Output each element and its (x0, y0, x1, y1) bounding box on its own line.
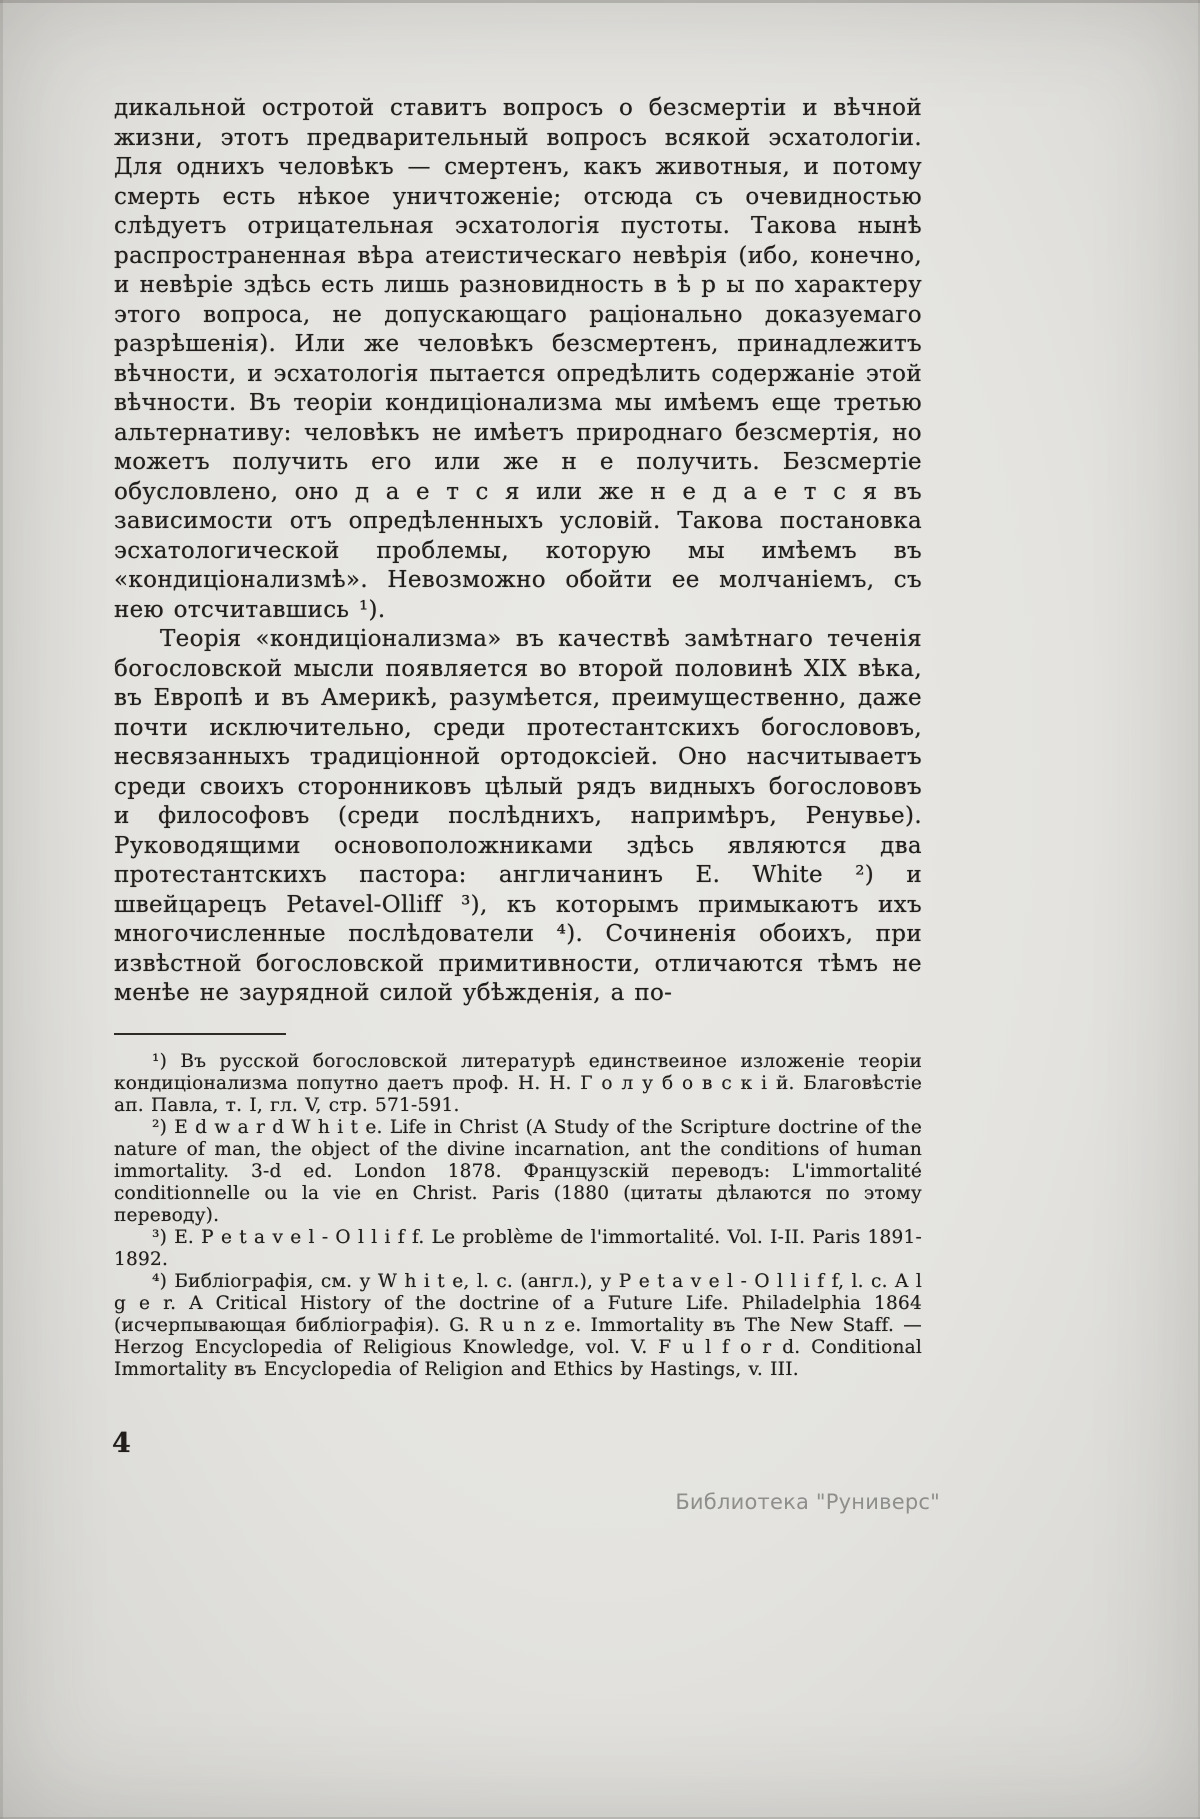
footnotes-section (114, 1051, 922, 1381)
text-block (114, 94, 922, 1381)
footnote-1: ¹) Въ русской богословской литературѣ единствеиное изложеніе теоріи кондиціонализма попутно даетъ проф. Н. Н. Г о л у б о в с к і й. Благовѣстіе ап. Павла, т. I, гл. V, стр. 571-591. (114, 1050, 922, 1116)
footnote-2: ²) E d w a r d W h i t e. Life in Christ (A Study of the Scripture doctrine of the nature of man, the object of the divine incarnation, ant the conditions of human immortality. 3-d ed. London 1878. Французскій переводъ: L'immortalité conditionnelle ou la vie en Christ. Paris (1880 (цитаты дѣлаются по этому переводу). (114, 1116, 922, 1226)
footnote-4: ⁴) Библіографія, см. у W h i t e, l. c. (англ.), у P e t a v e l - O l l i f f, l. c. A l g e r. A Critical History of the doctrine of a Future Life. Philadelphia 1864 (исчерпывающая библіографія). G. R u n z e. Immortality въ The New Staff. — Herzog Encyclopedia of Religious Knowledge, vol. V. F u l f o r d. Conditional Immortality въ Encyclopedia of Religion and Ethics by Hastings, v. III. (114, 1270, 922, 1380)
body-paragraph-2: Теорія «кондиціонализма» въ качествѣ замѣтнаго теченія богословской мысли появляется во второй половинѣ XIX вѣка, въ Европѣ и въ Америкѣ, разумѣется, преимущественно, даже почти исключительно, среди протестантскихъ богослововъ, несвязанныхъ традиціонной ортодоксіей. Оно насчитываетъ среди своихъ сторонниковъ цѣлый рядъ видныхъ богослововъ и философовъ (среди послѣднихъ, напримѣръ, Ренувье). Руководящими основоположниками здѣсь являются два протестантскихъ пастора: англичанинъ E. White ²) и швейцарецъ Petavel-Olliff ³), къ которымъ примыкаютъ ихъ многочисленные послѣдователи ⁴). Сочиненія обоихъ, при извѣстной богословской примитивности, отличаются тѣмъ не менѣе не заурядной силой убѣжденія, а по- (114, 626, 922, 1006)
body-paragraph-continuation: дикальной остротой ставитъ вопросъ о безсмертіи и вѣчной жизни, этотъ предварительный вопросъ всякой эсхатологіи. Для однихъ человѣкъ — смертенъ, какъ животныя, и потому смерть есть нѣкое уничтоженіе; отсюда съ очевидностью слѣдуетъ отрицательная эсхатологія пустоты. Такова нынѣ распространенная вѣра атеистическаго невѣрія (ибо, конечно, и невѣріе здѣсь есть лишь разновидность в ѣ р ы по характеру этого вопроса, не допускающаго раціонально доказуемаго разрѣшенія). Или же человѣкъ безсмертенъ, принадлежитъ вѣчности, и эсхатологія пытается опредѣлить содержаніе этой вѣчности. Въ теоріи кондиціонализма мы имѣемъ еще третью альтернативу: человѣкъ не имѣетъ природнаго безсмертія, но можетъ получить его или же н е получить. Безсмертіе обусловлено, оно д а е т с я или же н е д а е т с я въ зависимости отъ опредѣленныхъ условій. Такова постановка эсхатологической проблемы, которую мы имѣемъ въ «кондиціонализмѣ». Невозможно обойти ее молчаніемъ, съ нею отсчитавшись ¹). (114, 95, 922, 623)
footnote-3: ³) E. P e t a v e l - O l l i f f. Le problème de l'immortalité. Vol. I-II. Paris 1891-1892. (114, 1226, 922, 1270)
library-watermark: Библиотека "Руниверс" (675, 1490, 940, 1514)
page-number: 4 (112, 1428, 131, 1459)
footnote-divider (114, 1033, 286, 1035)
